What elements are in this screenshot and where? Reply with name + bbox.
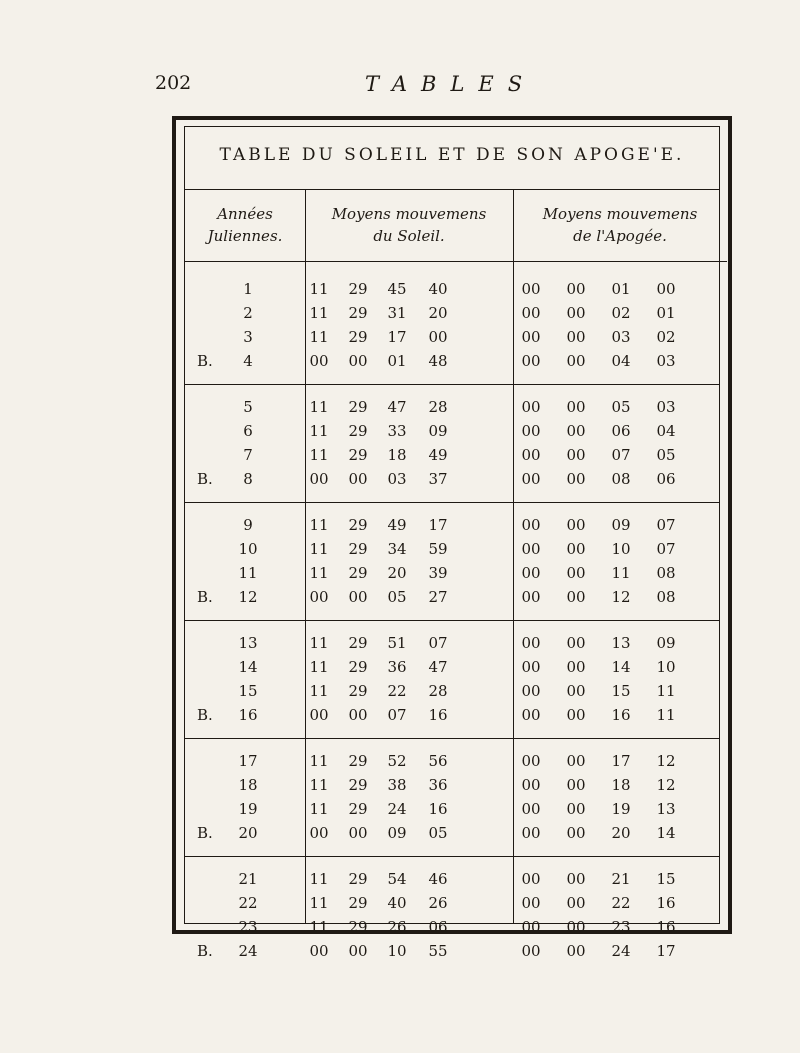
- table-row: [185, 467, 719, 491]
- apogee-seconds: 13: [656, 800, 676, 818]
- year-cell: [185, 443, 305, 467]
- apogee-signs: 00: [521, 752, 541, 770]
- apogee-signs: 00: [521, 540, 541, 558]
- page-number: 202: [155, 72, 192, 94]
- sun-signs: 11: [309, 752, 329, 770]
- year-cell: [185, 467, 305, 491]
- apogee-seconds: 11: [656, 682, 676, 700]
- apogee-minutes: 10: [611, 540, 631, 558]
- year-cell: [185, 749, 305, 773]
- sun-seconds: 00: [428, 328, 448, 346]
- apogee-seconds: 12: [656, 776, 676, 794]
- apogee-signs: 00: [521, 634, 541, 652]
- apogee-degrees: 00: [566, 304, 586, 322]
- sun-degrees: 29: [348, 422, 368, 440]
- apogee-signs: 00: [521, 894, 541, 912]
- sun-signs: 00: [309, 942, 329, 960]
- sun-minutes: 47: [387, 398, 407, 416]
- apogee-seconds: 03: [656, 398, 676, 416]
- year-cell: [185, 821, 305, 845]
- sun-minutes: 20: [387, 564, 407, 582]
- year-number: 7: [243, 446, 253, 464]
- sun-degrees: 29: [348, 516, 368, 534]
- sun-minutes: 36: [387, 658, 407, 676]
- sun-signs: 11: [309, 894, 329, 912]
- apogee-signs: 00: [521, 942, 541, 960]
- sun-minutes: 05: [387, 588, 407, 606]
- sun-seconds: 09: [428, 422, 448, 440]
- apogee-seconds: 02: [656, 328, 676, 346]
- table-row: [185, 301, 719, 325]
- apogee-degrees: 00: [566, 918, 586, 936]
- sun-minutes: 40: [387, 894, 407, 912]
- apogee-seconds: 11: [656, 706, 676, 724]
- sun-signs: 11: [309, 564, 329, 582]
- apogee-minutes: 15: [611, 682, 631, 700]
- year-number: 17: [238, 752, 258, 770]
- sun-minutes: 38: [387, 776, 407, 794]
- sun-seconds: 17: [428, 516, 448, 534]
- sun-seconds: 56: [428, 752, 448, 770]
- apogee-seconds: 01: [656, 304, 676, 322]
- header-rule-years: [185, 261, 305, 262]
- sun-signs: 11: [309, 800, 329, 818]
- apogee-minutes: 24: [611, 942, 631, 960]
- sun-signs: 11: [309, 634, 329, 652]
- sun-degrees: 29: [348, 280, 368, 298]
- sun-signs: 11: [309, 446, 329, 464]
- header-years: [185, 203, 305, 247]
- sun-signs: 11: [309, 658, 329, 676]
- apogee-signs: 00: [521, 706, 541, 724]
- apogee-signs: 00: [521, 918, 541, 936]
- apogee-minutes: 03: [611, 328, 631, 346]
- sun-signs: 11: [309, 422, 329, 440]
- sun-degrees: 29: [348, 894, 368, 912]
- year-cell: [185, 655, 305, 679]
- apogee-degrees: 00: [566, 564, 586, 582]
- sun-signs: 11: [309, 870, 329, 888]
- table-row: [185, 867, 719, 891]
- apogee-minutes: 07: [611, 446, 631, 464]
- apogee-degrees: 00: [566, 682, 586, 700]
- table-row: [185, 703, 719, 727]
- apogee-seconds: 15: [656, 870, 676, 888]
- year-cell: [185, 301, 305, 325]
- sun-signs: 11: [309, 682, 329, 700]
- year-cell: [185, 561, 305, 585]
- year-number: 18: [238, 776, 258, 794]
- apogee-degrees: 00: [566, 824, 586, 842]
- sun-minutes: 33: [387, 422, 407, 440]
- year-number: 19: [238, 800, 258, 818]
- sun-degrees: 29: [348, 540, 368, 558]
- sun-degrees: 29: [348, 398, 368, 416]
- apogee-minutes: 12: [611, 588, 631, 606]
- year-number: 1: [243, 280, 253, 298]
- apogee-signs: 00: [521, 776, 541, 794]
- sun-signs: 11: [309, 516, 329, 534]
- sun-minutes: 49: [387, 516, 407, 534]
- apogee-minutes: 11: [611, 564, 631, 582]
- apogee-seconds: 06: [656, 470, 676, 488]
- apogee-minutes: 20: [611, 824, 631, 842]
- bissextile-marker: B.: [197, 588, 213, 606]
- sun-seconds: 59: [428, 540, 448, 558]
- sun-seconds: 07: [428, 634, 448, 652]
- table-row: [185, 797, 719, 821]
- year-number: 20: [238, 824, 258, 842]
- year-number: 23: [238, 918, 258, 936]
- sun-seconds: 47: [428, 658, 448, 676]
- row-group: [185, 621, 719, 739]
- year-number: 9: [243, 516, 253, 534]
- apogee-signs: 00: [521, 352, 541, 370]
- row-group: [185, 267, 719, 385]
- header-sun: [305, 203, 513, 247]
- sun-minutes: 52: [387, 752, 407, 770]
- table-row: [185, 537, 719, 561]
- sun-seconds: 28: [428, 682, 448, 700]
- apogee-degrees: 00: [566, 634, 586, 652]
- apogee-seconds: 00: [656, 280, 676, 298]
- sun-seconds: 55: [428, 942, 448, 960]
- year-cell: [185, 585, 305, 609]
- sun-minutes: 22: [387, 682, 407, 700]
- apogee-minutes: 09: [611, 516, 631, 534]
- apogee-seconds: 16: [656, 894, 676, 912]
- sun-degrees: 00: [348, 706, 368, 724]
- sun-seconds: 06: [428, 918, 448, 936]
- year-number: 11: [238, 564, 258, 582]
- year-number: 10: [238, 540, 258, 558]
- apogee-minutes: 02: [611, 304, 631, 322]
- apogee-signs: 00: [521, 516, 541, 534]
- apogee-signs: 00: [521, 446, 541, 464]
- apogee-seconds: 07: [656, 516, 676, 534]
- apogee-degrees: 00: [566, 516, 586, 534]
- sun-minutes: 54: [387, 870, 407, 888]
- sun-seconds: 26: [428, 894, 448, 912]
- apogee-seconds: 10: [656, 658, 676, 676]
- sun-degrees: 00: [348, 470, 368, 488]
- apogee-degrees: 00: [566, 706, 586, 724]
- apogee-signs: 00: [521, 304, 541, 322]
- sun-degrees: 00: [348, 942, 368, 960]
- apogee-signs: 00: [521, 564, 541, 582]
- year-cell: [185, 537, 305, 561]
- sun-degrees: 29: [348, 918, 368, 936]
- sun-minutes: 51: [387, 634, 407, 652]
- year-cell: [185, 915, 305, 939]
- apogee-degrees: 00: [566, 398, 586, 416]
- table-row: [185, 513, 719, 537]
- sun-seconds: 39: [428, 564, 448, 582]
- apogee-minutes: 21: [611, 870, 631, 888]
- year-number: 22: [238, 894, 258, 912]
- sun-seconds: 48: [428, 352, 448, 370]
- apogee-seconds: 05: [656, 446, 676, 464]
- apogee-seconds: 07: [656, 540, 676, 558]
- sun-minutes: 18: [387, 446, 407, 464]
- apogee-minutes: 14: [611, 658, 631, 676]
- year-cell: [185, 277, 305, 301]
- table-row: [185, 939, 719, 963]
- row-group: [185, 385, 719, 503]
- header-sun-line1: Moyens mouvemens: [331, 205, 487, 223]
- apogee-degrees: 00: [566, 352, 586, 370]
- year-cell: [185, 513, 305, 537]
- header-years-line1: Années: [217, 205, 273, 223]
- year-number: 15: [238, 682, 258, 700]
- apogee-minutes: 18: [611, 776, 631, 794]
- apogee-degrees: 00: [566, 870, 586, 888]
- apogee-degrees: 00: [566, 658, 586, 676]
- sun-minutes: 45: [387, 280, 407, 298]
- sun-seconds: 37: [428, 470, 448, 488]
- sun-degrees: 00: [348, 824, 368, 842]
- table-body: [184, 126, 720, 960]
- apogee-signs: 00: [521, 398, 541, 416]
- sun-degrees: 29: [348, 752, 368, 770]
- table-row: [185, 821, 719, 845]
- sun-degrees: 29: [348, 800, 368, 818]
- row-group: [185, 739, 719, 857]
- apogee-minutes: 04: [611, 352, 631, 370]
- apogee-minutes: 06: [611, 422, 631, 440]
- sun-degrees: 00: [348, 352, 368, 370]
- table-row: [185, 679, 719, 703]
- sun-signs: 11: [309, 280, 329, 298]
- header-apogee: [513, 203, 727, 247]
- sun-degrees: 29: [348, 776, 368, 794]
- year-cell: [185, 395, 305, 419]
- table-row: [185, 773, 719, 797]
- table-row: [185, 395, 719, 419]
- apogee-seconds: 08: [656, 588, 676, 606]
- apogee-signs: 00: [521, 470, 541, 488]
- table-row: [185, 419, 719, 443]
- year-number: 6: [243, 422, 253, 440]
- year-number: 8: [243, 470, 253, 488]
- sun-degrees: 29: [348, 446, 368, 464]
- title-rule: [185, 189, 719, 190]
- apogee-signs: 00: [521, 328, 541, 346]
- sun-degrees: 29: [348, 870, 368, 888]
- year-cell: [185, 703, 305, 727]
- row-group: [185, 857, 719, 975]
- year-cell: [185, 349, 305, 373]
- year-number: 13: [238, 634, 258, 652]
- table-row: [185, 585, 719, 609]
- apogee-degrees: 00: [566, 942, 586, 960]
- sun-minutes: 31: [387, 304, 407, 322]
- sun-signs: 11: [309, 398, 329, 416]
- sun-minutes: 17: [387, 328, 407, 346]
- sun-signs: 11: [309, 328, 329, 346]
- apogee-degrees: 00: [566, 800, 586, 818]
- sun-seconds: 49: [428, 446, 448, 464]
- sun-signs: 00: [309, 588, 329, 606]
- table-frame: [172, 116, 732, 960]
- year-cell: [185, 631, 305, 655]
- apogee-signs: 00: [521, 800, 541, 818]
- sun-degrees: 29: [348, 682, 368, 700]
- apogee-minutes: 01: [611, 280, 631, 298]
- apogee-minutes: 22: [611, 894, 631, 912]
- bissextile-marker: B.: [197, 942, 213, 960]
- sun-seconds: 36: [428, 776, 448, 794]
- table-row: [185, 277, 719, 301]
- header-apogee-line1: Moyens mouvemens: [542, 205, 698, 223]
- year-cell: [185, 419, 305, 443]
- header-sun-line2: du Soleil.: [373, 227, 445, 245]
- table-row: [185, 325, 719, 349]
- sun-signs: 00: [309, 470, 329, 488]
- bissextile-marker: B.: [197, 706, 213, 724]
- bissextile-marker: B.: [197, 352, 213, 370]
- apogee-signs: 00: [521, 870, 541, 888]
- apogee-signs: 00: [521, 280, 541, 298]
- sun-minutes: 09: [387, 824, 407, 842]
- apogee-signs: 00: [521, 682, 541, 700]
- page-header: [155, 72, 755, 106]
- year-cell: [185, 797, 305, 821]
- apogee-minutes: 05: [611, 398, 631, 416]
- year-number: 24: [238, 942, 258, 960]
- year-cell: [185, 773, 305, 797]
- row-group: [185, 503, 719, 621]
- sun-minutes: 01: [387, 352, 407, 370]
- sun-minutes: 10: [387, 942, 407, 960]
- year-cell: [185, 679, 305, 703]
- apogee-degrees: 00: [566, 752, 586, 770]
- table-row: [185, 749, 719, 773]
- year-cell: [185, 867, 305, 891]
- apogee-degrees: 00: [566, 446, 586, 464]
- sun-minutes: 26: [387, 918, 407, 936]
- year-cell: [185, 891, 305, 915]
- header-apogee-line2: de l'Apogée.: [573, 227, 667, 245]
- sun-degrees: 00: [348, 588, 368, 606]
- apogee-degrees: 00: [566, 776, 586, 794]
- apogee-minutes: 08: [611, 470, 631, 488]
- apogee-degrees: 00: [566, 422, 586, 440]
- table-row: [185, 561, 719, 585]
- year-number: 5: [243, 398, 253, 416]
- sun-seconds: 27: [428, 588, 448, 606]
- sun-signs: 11: [309, 776, 329, 794]
- apogee-degrees: 00: [566, 280, 586, 298]
- sun-signs: 00: [309, 706, 329, 724]
- table-row: [185, 443, 719, 467]
- table-row: [185, 655, 719, 679]
- sun-degrees: 29: [348, 328, 368, 346]
- sun-signs: 00: [309, 824, 329, 842]
- year-cell: [185, 939, 305, 963]
- bissextile-marker: B.: [197, 824, 213, 842]
- year-number: 14: [238, 658, 258, 676]
- sun-seconds: 20: [428, 304, 448, 322]
- apogee-degrees: 00: [566, 588, 586, 606]
- table-row: [185, 915, 719, 939]
- apogee-signs: 00: [521, 588, 541, 606]
- year-number: 21: [238, 870, 258, 888]
- apogee-seconds: 04: [656, 422, 676, 440]
- running-title: TABLES: [365, 72, 537, 96]
- sun-seconds: 05: [428, 824, 448, 842]
- sun-signs: 11: [309, 918, 329, 936]
- table-row: [185, 349, 719, 373]
- table-row: [185, 891, 719, 915]
- apogee-seconds: 14: [656, 824, 676, 842]
- table-row: [185, 631, 719, 655]
- sun-minutes: 07: [387, 706, 407, 724]
- apogee-degrees: 00: [566, 540, 586, 558]
- apogee-minutes: 17: [611, 752, 631, 770]
- sun-degrees: 29: [348, 634, 368, 652]
- sun-degrees: 29: [348, 658, 368, 676]
- year-number: 16: [238, 706, 258, 724]
- sun-signs: 11: [309, 540, 329, 558]
- sun-seconds: 28: [428, 398, 448, 416]
- sun-seconds: 46: [428, 870, 448, 888]
- apogee-degrees: 00: [566, 328, 586, 346]
- apogee-minutes: 16: [611, 706, 631, 724]
- apogee-minutes: 13: [611, 634, 631, 652]
- header-rule-apogee: [513, 261, 727, 262]
- apogee-seconds: 09: [656, 634, 676, 652]
- year-number: 2: [243, 304, 253, 322]
- year-number: 3: [243, 328, 253, 346]
- sun-minutes: 24: [387, 800, 407, 818]
- bissextile-marker: B.: [197, 470, 213, 488]
- apogee-seconds: 08: [656, 564, 676, 582]
- apogee-seconds: 17: [656, 942, 676, 960]
- year-number: 4: [243, 352, 253, 370]
- apogee-degrees: 00: [566, 470, 586, 488]
- sun-seconds: 16: [428, 800, 448, 818]
- sun-minutes: 34: [387, 540, 407, 558]
- year-number: 12: [238, 588, 258, 606]
- sun-seconds: 16: [428, 706, 448, 724]
- table-title: TABLE DU SOLEIL ET DE SON APOGE'E.: [219, 145, 685, 165]
- apogee-minutes: 19: [611, 800, 631, 818]
- apogee-signs: 00: [521, 824, 541, 842]
- apogee-signs: 00: [521, 658, 541, 676]
- apogee-degrees: 00: [566, 894, 586, 912]
- sun-degrees: 29: [348, 564, 368, 582]
- sun-signs: 00: [309, 352, 329, 370]
- apogee-signs: 00: [521, 422, 541, 440]
- apogee-seconds: 16: [656, 918, 676, 936]
- year-cell: [185, 325, 305, 349]
- sun-degrees: 29: [348, 304, 368, 322]
- apogee-seconds: 12: [656, 752, 676, 770]
- header-years-line2: Juliennes.: [207, 227, 283, 245]
- header-rule-sun: [305, 261, 513, 262]
- sun-seconds: 40: [428, 280, 448, 298]
- sun-minutes: 03: [387, 470, 407, 488]
- apogee-minutes: 23: [611, 918, 631, 936]
- sun-signs: 11: [309, 304, 329, 322]
- apogee-seconds: 03: [656, 352, 676, 370]
